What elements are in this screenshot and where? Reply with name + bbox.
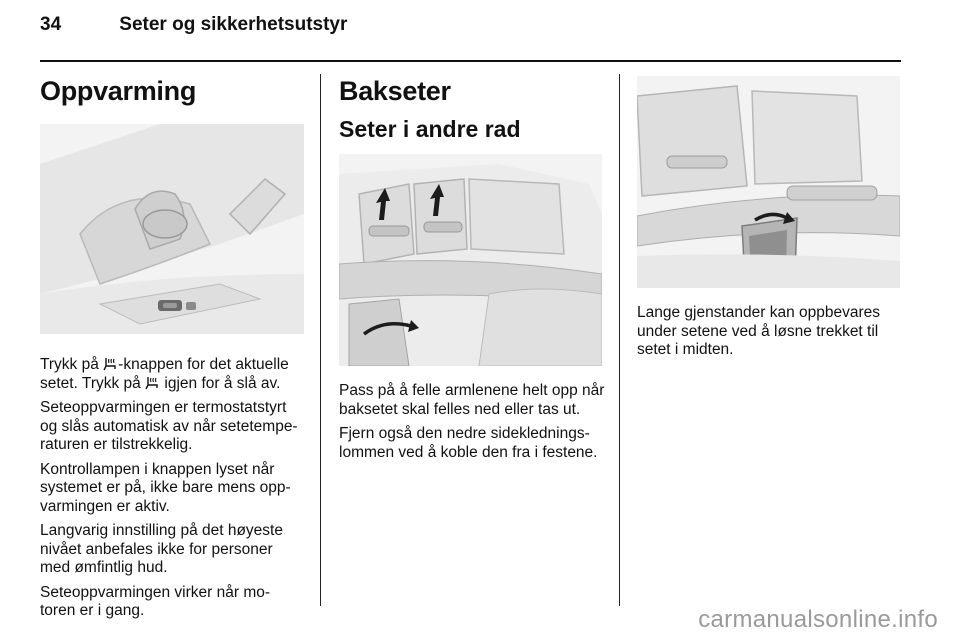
figure-under-seat-storage: [637, 76, 900, 288]
paragraph: Pass på å felle armlenene helt opp når baksetet skal felles ned eller tas ut.: [339, 382, 605, 418]
paragraph: Seteoppvarmingen virker når mo-toren er i gang.: [40, 583, 271, 619]
heating-text: [40, 356, 305, 621]
header-rule: [40, 60, 901, 62]
subheading-second-row: Seter i andre rad: [339, 116, 521, 142]
column-storage: [637, 76, 905, 366]
paragraph: Langvarig innstilling på det høyeste nivået anbefales ikke for personer med ømfintlig hud.: [40, 522, 283, 576]
storage-text: [637, 304, 905, 360]
page-header: [40, 14, 347, 36]
column-divider: [619, 74, 620, 606]
column-heating: [40, 76, 305, 627]
paragraph: Fjern også den nedre sideklednings-lommen ved å koble den fra i festene.: [339, 425, 598, 461]
column-divider: [320, 74, 321, 606]
figure-armrests: [339, 154, 602, 366]
paragraph: Seteoppvarmingen er termostatstyrt og slås automatisk av når setetempe-raturen er tilstrekkelig.: [40, 399, 298, 453]
paragraph: Kontrollampen i knappen lyset når systemet er på, ikke bare mens opp-varmingen er aktiv.: [40, 460, 291, 515]
section-heading-heating: Oppvarming: [40, 76, 197, 106]
column-rear-seats: [339, 76, 609, 468]
watermark: carmanualsonline.info: [698, 606, 938, 633]
page-number: 34: [40, 14, 62, 35]
paragraph: Trykk på -knappen for det aktuelle setet. Trykk på igjen for å slå av.: [40, 356, 289, 392]
chapter-title: Seter og sikkerhetsutstyr: [119, 14, 348, 35]
paragraph: Lange gjenstander kan oppbevares under setene ved å løsne trekket til setet i midten.: [637, 304, 881, 358]
section-heading-rear-seats: Bakseter: [339, 76, 451, 106]
seat-heating-icon: [145, 376, 160, 390]
seat-heating-icon: [103, 357, 118, 371]
figure-seat-heating-button: [40, 124, 304, 334]
rear-seats-text: [339, 382, 609, 462]
